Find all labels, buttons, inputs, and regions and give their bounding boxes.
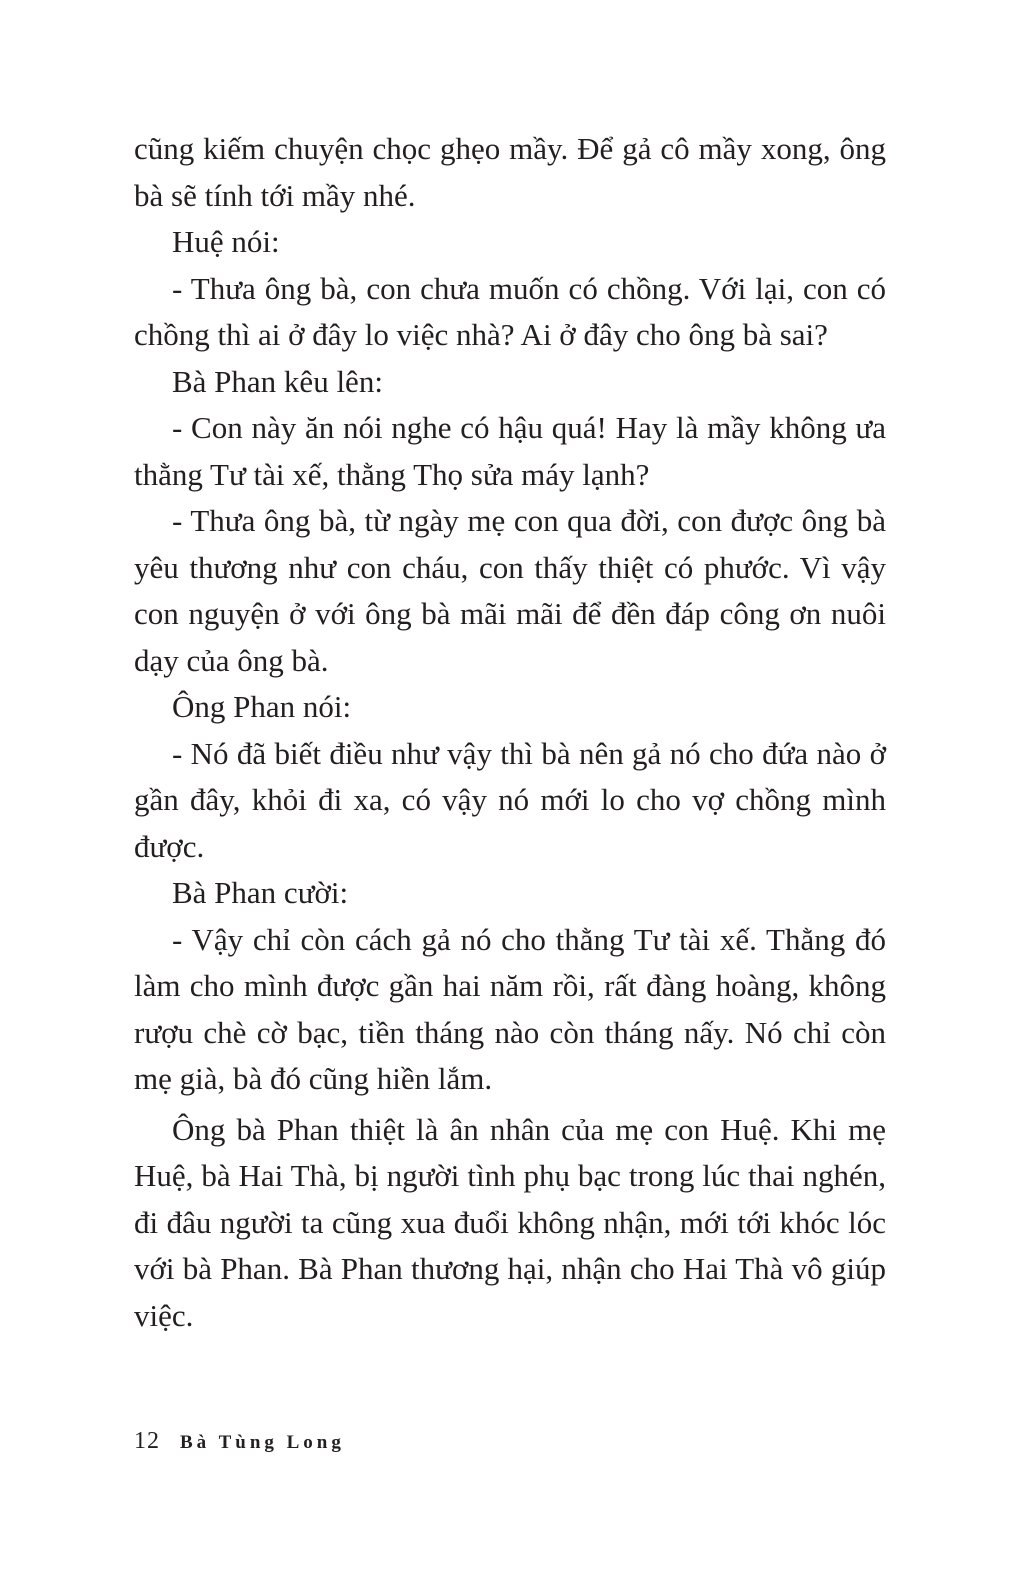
paragraph-10: - Vậy chỉ còn cách gả nó cho thằng Tư tài xế. Thằng đó làm cho mình được gần hai năm rồi, rất đàng hoàng, không rượu chè cờ bạc, tiền tháng nào còn tháng nấy. Nó chỉ còn mẹ già, bà đó cũng hiền lắm. [134,921,886,1096]
running-head-author: Bà Tùng Long [180,1432,345,1453]
page-footer [134,1428,345,1458]
paragraph-6: - Thưa ông bà, từ ngày mẹ con qua đời, con được ông bà yêu thương như con cháu, con thấy thiệt có phước. Vì vậy con nguyện ở với ông bà mãi mãi để đền đáp công ơn nuôi dạy của ông bà. [134,503,886,678]
paragraph-5: - Con này ăn nói nghe có hậu quá! Hay là mầy không ưa thằng Tư tài xế, thằng Thọ sửa máy lạnh? [134,410,886,492]
paragraph-2: Huệ nói: [172,224,280,259]
paragraph-1: cũng kiếm chuyện chọc ghẹo mầy. Để gả cô mầy xong, ông bà sẽ tính tới mầy nhé. [134,131,886,213]
paragraph-3: - Thưa ông bà, con chưa muốn có chồng. Với lại, con có chồng thì ai ở đây lo việc nhà? Ai ở đây cho ông bà sai? [134,270,886,352]
paragraph-4: Bà Phan kêu lên: [172,363,383,399]
page-number: 12 [134,1428,160,1454]
paragraph-7: Ông Phan nói: [172,689,352,724]
paragraph-11: Ông bà Phan thiệt là ân nhân của mẹ con Huệ. Khi mẹ Huệ, bà Hai Thà, bị người tình phụ bạc trong lúc thai nghén, đi đâu người ta cũng xua đuổi không nhận, mới tới khóc lóc với bà Phan. Bà Phan thương hại, nhận cho Hai Thà vô giúp việc. [134,1111,886,1333]
paragraph-9: Bà Phan cười: [172,875,349,910]
body-text [134,126,886,1339]
paragraph-8: - Nó đã biết điều như vậy thì bà nên gả nó cho đứa nào ở gần đây, khỏi đi xa, có vậy nó mới lo cho vợ chồng mình được. [134,735,886,864]
